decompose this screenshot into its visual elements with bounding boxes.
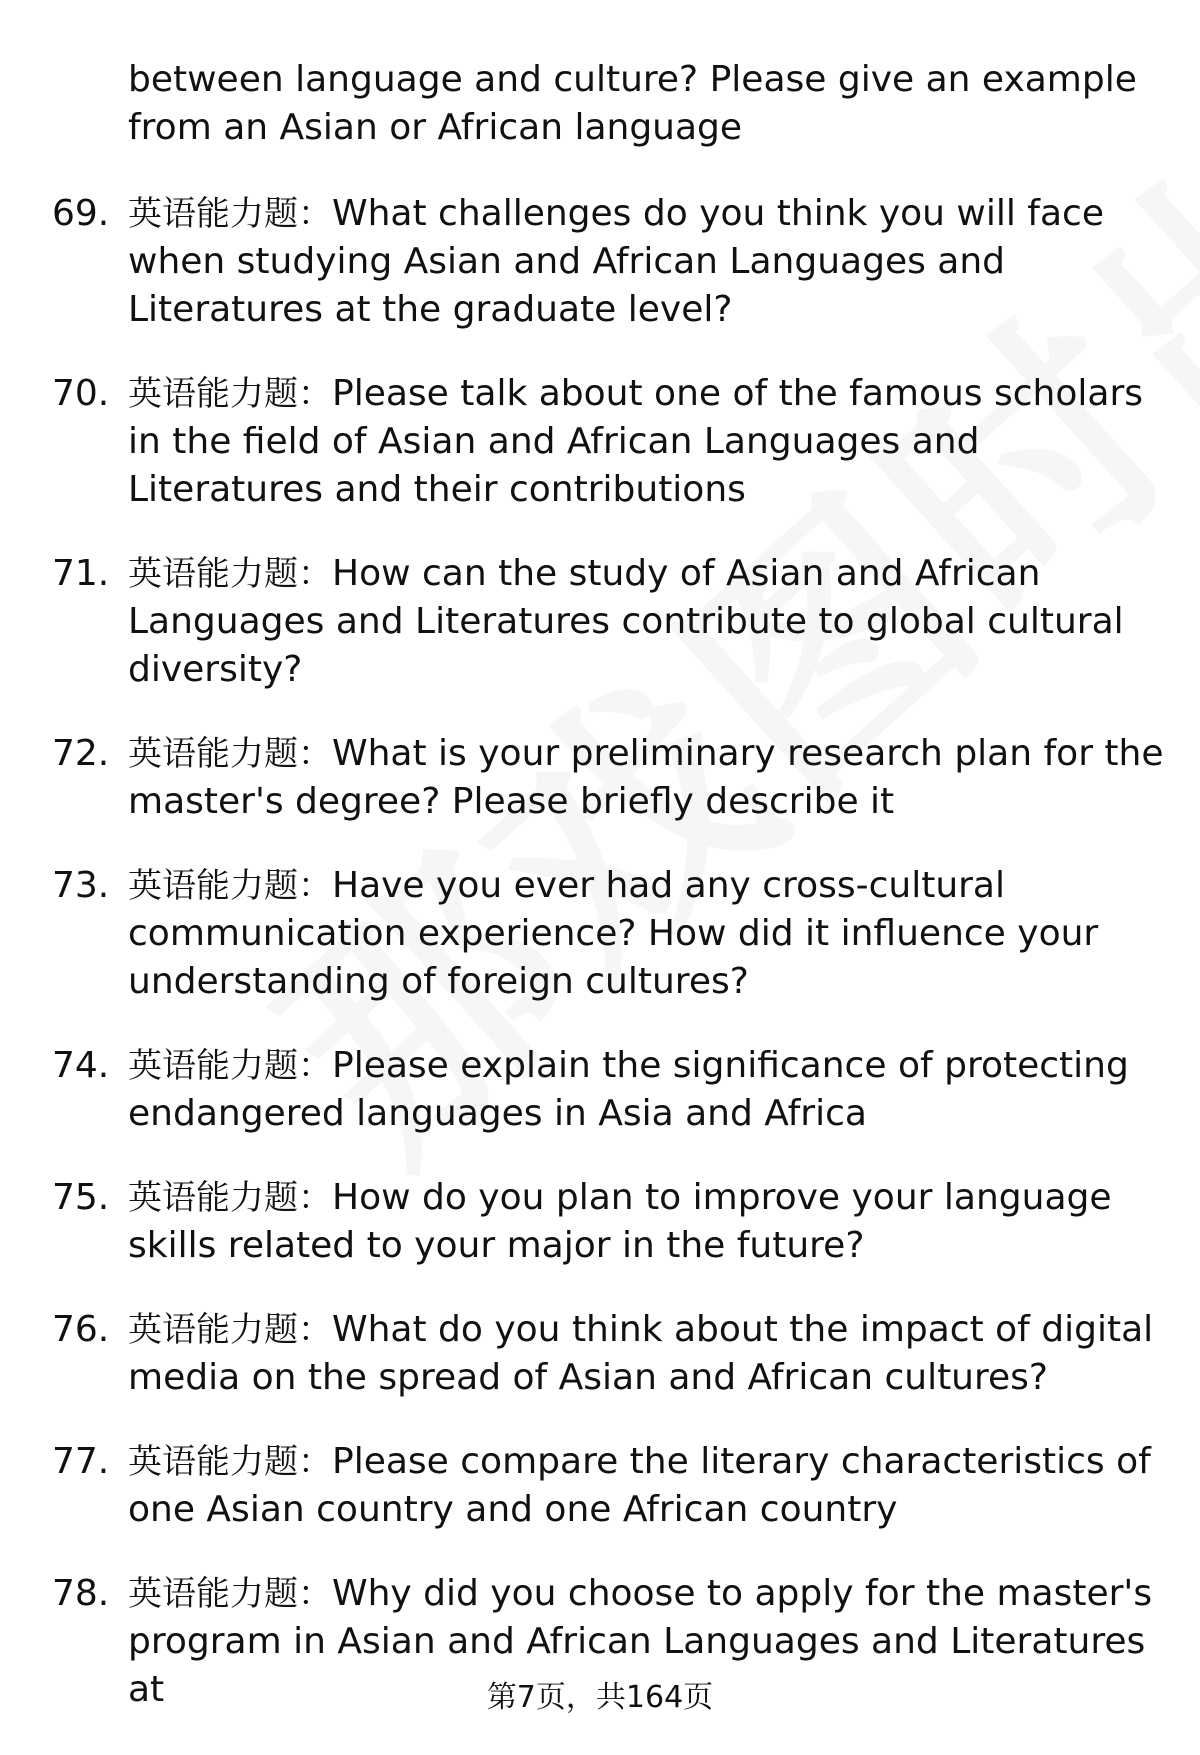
question-category-label: 英语能力题： [128,194,332,234]
question-body [128,1174,1168,1270]
question-item [0,1438,1200,1534]
question-text: Please talk about one of the famous scholars in the field of Asian and African Languages and Literatures and their contributions [128,373,1144,510]
question-number: 77. [52,1441,110,1482]
question-number: 73. [52,865,110,906]
question-number: 76. [52,1309,110,1350]
continued-question-text: between language and culture? Please give an example from an Asian or African language [128,59,1137,148]
question-item [0,370,1200,514]
question-category-label: 英语能力题： [128,866,332,906]
question-text: How do you plan to improve your language skills related to your major in the future? [128,1177,1112,1266]
question-category-label: 英语能力题： [128,734,332,774]
question-body [128,862,1168,1006]
question-body [128,190,1168,334]
question-text: What do you think about the impact of digital media on the spread of Asian and African cultures? [128,1309,1154,1398]
question-text: Have you ever had any cross-cultural communication experience? How did it influence your understanding of foreign cultures? [128,865,1099,1002]
question-body [128,370,1168,514]
question-category-label: 英语能力题： [128,374,332,414]
question-body [128,1042,1168,1138]
question-item [0,550,1200,694]
question-number: 69. [52,193,110,234]
page-footer: 第7页，共164页 [486,1680,714,1715]
question-body [128,730,1168,826]
question-category-label: 英语能力题： [128,1046,332,1086]
question-text: What challenges do you think you will face when studying Asian and African Languages and Literatures at the graduate level? [128,193,1104,330]
question-item [0,730,1200,826]
question-category-label: 英语能力题： [128,1442,332,1482]
question-body [128,1306,1168,1402]
question-list [0,190,1200,1750]
question-number: 74. [52,1045,110,1086]
question-category-label: 英语能力题： [128,554,332,594]
question-category-label: 英语能力题： [128,1574,332,1614]
question-number: 75. [52,1177,110,1218]
question-body [128,550,1168,694]
question-item [0,1306,1200,1402]
question-number: 71. [52,553,110,594]
question-number: 78. [52,1573,110,1614]
question-category-label: 英语能力题： [128,1310,332,1350]
question-item [0,1174,1200,1270]
question-text: What is your preliminary research plan for the master's degree? Please briefly describe it [128,733,1164,822]
question-item [0,190,1200,334]
question-number: 70. [52,373,110,414]
question-item [0,862,1200,1006]
question-number: 72. [52,733,110,774]
question-text: Why did you choose to apply for the master's program in Asian and African Languages and Literatures at [128,1573,1153,1710]
question-body [128,1438,1168,1534]
question-text: Please explain the significance of protecting endangered languages in Asia and Africa [128,1045,1129,1134]
question-text: How can the study of Asian and African Languages and Literatures contribute to global cultural diversity? [128,553,1124,690]
question-text: Please compare the literary characteristics of one Asian country and one African country [128,1441,1151,1530]
question-item [0,1042,1200,1138]
question-category-label: 英语能力题： [128,1178,332,1218]
